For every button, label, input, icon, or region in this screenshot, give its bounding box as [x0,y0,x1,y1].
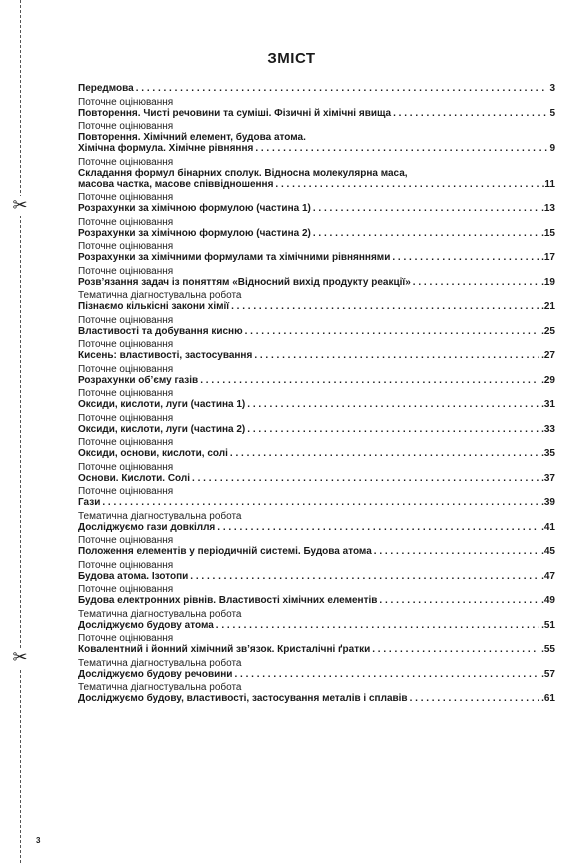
toc-entry-label: Тематична діагностувальна робота [78,682,242,693]
dot-leader [102,497,539,509]
dot-leader [245,326,539,338]
toc-entry-title: Кисень: властивості, застосування [78,350,253,361]
toc-entry-page: .17 [541,252,555,263]
toc-entry-main [78,399,555,411]
toc-entry-title: Розрахунки за хімічною формулою (частина 2) [78,227,311,239]
dot-leader [255,143,547,155]
toc-entry-main [78,571,555,583]
toc-entry-page: .21 [541,301,555,312]
toc-entry [78,192,555,215]
toc-entry-title: Властивості та добування кисню [78,325,243,337]
toc-entry-main [78,448,555,460]
toc-entry [78,217,555,240]
toc-entry-main [78,497,555,509]
toc-entry [78,266,555,289]
toc-entry-main [78,301,555,313]
toc-entry-page: .11 [541,178,555,190]
toc-entry-main [78,252,555,264]
toc-entry-label: Тематична діагностувальна робота [78,510,242,522]
dot-leader [372,644,539,656]
toc-entry-title: Повторення. Чисті речовини та суміші. Фізичні й хімічні явища [78,107,392,119]
toc-entry [78,658,555,681]
dot-leader [231,301,539,313]
dot-leader [247,424,539,436]
toc-entry-title: Будова електронних рівнів. Властивості хімічних елементів [78,595,378,606]
toc-entry-page: .57 [541,668,555,680]
scissors-icon: ✂ [10,196,30,216]
toc-entry-title: Оксиди, кислоти, луги (частина 1) [78,399,246,410]
toc-entry-page: .33 [541,423,555,435]
toc-entry-label: Поточне оцінювання [78,461,174,473]
toc-entry-label: Поточне оцінювання [78,121,174,132]
toc-entry-main [78,644,555,656]
scissors-icon: ✂ [10,648,30,668]
toc-entry-label: Поточне оцінювання [78,156,174,168]
toc-entry [78,290,555,313]
toc-entry-title: Передмова [78,83,134,94]
toc-entry-label: Поточне оцінювання [78,633,174,644]
toc-entry-page: .41 [541,521,555,533]
toc-entry-page: .19 [541,276,555,288]
toc-entry-main [78,546,555,558]
dot-leader [216,620,539,632]
toc-entry-label: Поточне оцінювання [78,339,174,350]
toc-entry-title-line: Повторення. Хімічний елемент, будова атома. [78,132,306,143]
toc-entry [78,609,555,632]
toc-entry-title: Досліджуємо гази довкілля [78,521,216,533]
toc-entry-main [78,326,555,338]
toc-entry-main [78,350,555,362]
toc-entry-label: Поточне оцінювання [78,412,174,424]
toc-entry [78,584,555,607]
toc-entry-label: Поточне оцінювання [78,96,174,108]
toc-entry-page: .55 [541,644,555,655]
toc-entry-main [78,375,555,387]
toc-entry-main [78,108,555,120]
toc-entry-title: Досліджуємо будову, властивості, застосування металів і сплавів [78,693,408,704]
toc-entry-main [78,693,555,705]
toc-entry-title: Гази [78,497,101,508]
toc-entry [78,560,555,583]
cut-line [20,0,21,863]
toc-entry [78,121,555,155]
toc-entry-label: Поточне оцінювання [78,192,174,203]
toc-entry-title: Розрахунки об’єму газів [78,374,199,386]
dot-leader [379,595,539,607]
toc-entry-title: Будова атома. Ізотопи [78,570,189,582]
toc-entry-page: .27 [541,350,555,361]
dot-leader [313,203,539,215]
toc-entry-label: Поточне оцінювання [78,216,174,228]
toc-entry-main [78,669,555,681]
toc-entry-main [78,179,555,191]
dot-leader [200,375,539,387]
toc-entry-title: Досліджуємо будову речовини [78,668,233,680]
toc-entry-title: масова частка, масове співвідношення [78,178,274,190]
dot-leader [392,252,539,264]
toc-entry-main [78,203,555,215]
toc-entry [78,437,555,460]
toc-entry-title-line: Складання формул бінарних сполук. Відносна молекулярна маса, [78,167,408,179]
dot-leader [247,399,539,411]
toc-entry-title: Досліджуємо будову атома [78,619,214,631]
dot-leader [217,522,539,534]
toc-entry-main [78,620,555,632]
toc-entry-label: Тематична діагностувальна робота [78,608,242,620]
table-of-contents [78,83,555,707]
page-number: 3 [36,836,41,845]
toc-entry-title: Положення елементів у періодичній системі. Будова атома [78,546,372,557]
toc-entry-page: 9 [549,143,555,154]
toc-entry-label: Тематична діагностувальна робота [78,657,242,669]
dot-leader [192,473,539,485]
toc-entry-page: 5 [549,107,555,119]
toc-entry-main [78,473,555,485]
toc-entry-main [78,522,555,534]
toc-entry [78,486,555,509]
dot-leader [374,546,539,558]
dot-leader [410,693,540,705]
toc-entry-label: Поточне оцінювання [78,486,174,497]
toc-entry-label: Поточне оцінювання [78,437,174,448]
toc-entry-title: Основи. Кислоти. Солі [78,472,191,484]
toc-entry [78,535,555,558]
toc-entry [78,97,555,120]
toc-entry-title: Пізнаємо кількісні закони хімії [78,301,230,312]
toc-entry-label: Поточне оцінювання [78,314,174,326]
toc-entry-page: .51 [541,619,555,631]
dot-leader [230,448,539,460]
dot-leader [136,83,548,95]
toc-entry-main [78,228,555,240]
toc-entry-label: Поточне оцінювання [78,241,174,252]
dot-leader [413,277,539,289]
toc-entry-title: Хімічна формула. Хімічне рівняння [78,143,254,154]
toc-entry-main [78,424,555,436]
toc-entry-label: Поточне оцінювання [78,559,174,571]
toc-entry [78,241,555,264]
toc-entry-title: Розрахунки за хімічними формулами та хімічними рівняннями [78,252,391,263]
toc-entry [78,413,555,436]
toc-entry-label: Поточне оцінювання [78,388,174,399]
toc-entry-page: .15 [541,227,555,239]
toc-entry-page: .45 [541,546,555,557]
toc-entry-title: Розв’язання задач із поняттям «Відносний вихід продукту реакції» [78,276,411,288]
toc-entry [78,364,555,387]
toc-entry [78,339,555,362]
toc-entry-label: Поточне оцінювання [78,265,174,277]
toc-entry-title: Оксиди, основи, кислоти, солі [78,448,228,459]
dot-leader [313,228,539,240]
toc-entry-main [78,83,555,95]
toc-entry-page: .47 [541,570,555,582]
toc-entry-page: .37 [541,472,555,484]
page-title: ЗМІСТ [267,50,316,67]
toc-entry-title: Розрахунки за хімічною формулою (частина 1) [78,203,311,214]
toc-entry-page: .31 [541,399,555,410]
toc-entry [78,511,555,534]
toc-entry [78,315,555,338]
toc-entry-page: .49 [541,595,555,606]
toc-entry-page: .13 [541,203,555,214]
dot-leader [254,350,539,362]
toc-entry-page: .35 [541,448,555,459]
toc-entry [78,157,555,191]
toc-entry-title: Оксиди, кислоти, луги (частина 2) [78,423,246,435]
toc-entry-main [78,143,555,155]
toc-entry-page: .39 [541,497,555,508]
toc-entry [78,462,555,485]
toc-entry-main [78,595,555,607]
toc-entry [78,388,555,411]
toc-entry-label: Поточне оцінювання [78,535,174,546]
dot-leader [190,571,539,583]
toc-entry-main [78,277,555,289]
dot-leader [234,669,539,681]
toc-entry [78,682,555,705]
toc-entry [78,83,555,95]
toc-entry-page: .25 [541,325,555,337]
dot-leader [393,108,547,120]
toc-entry-page: .61 [541,693,555,704]
toc-entry-page: 3 [549,83,555,94]
toc-entry-title: Ковалентний і йонний хімічний зв’язок. Кристалічні ґратки [78,644,371,655]
dot-leader [275,179,539,191]
toc-entry-label: Поточне оцінювання [78,584,174,595]
toc-entry-label: Тематична діагностувальна робота [78,290,242,301]
toc-entry [78,633,555,656]
toc-entry-label: Поточне оцінювання [78,363,174,375]
toc-entry-page: .29 [541,374,555,386]
